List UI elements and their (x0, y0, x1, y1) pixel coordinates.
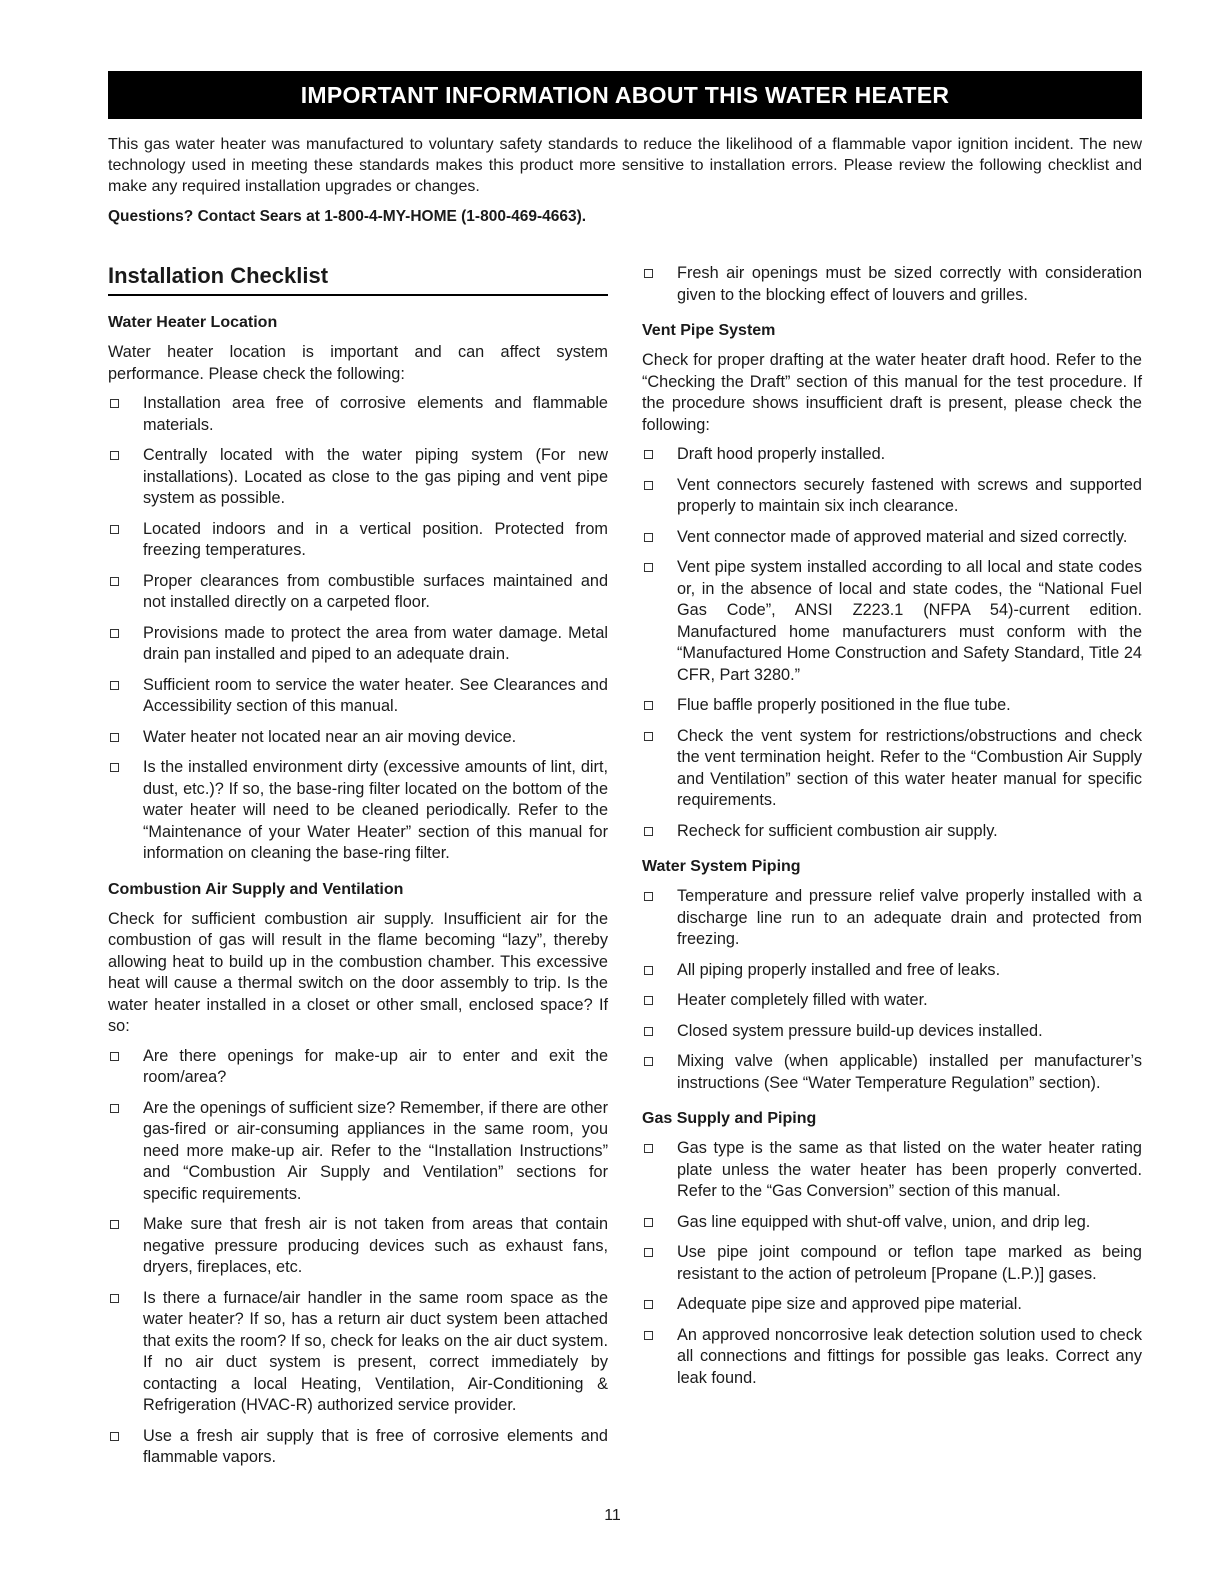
checklist-item (108, 727, 608, 749)
checklist-item-text: Provisions made to protect the area from water damage. Metal drain pan installed and piped to an adequate drain. (143, 623, 608, 663)
contact-line: Questions? Contact Sears at 1-800-4-MY-HOME (1-800-469-4663). (108, 208, 587, 225)
checkbox-icon[interactable] (644, 1057, 653, 1066)
right-column (642, 263, 1142, 1403)
checklist-item-text: Are there openings for make-up air to enter and exit the room/area? (143, 1046, 608, 1086)
checkbox-icon[interactable] (644, 996, 653, 1005)
checkbox-icon[interactable] (110, 399, 119, 408)
checklist-item (642, 1021, 1142, 1043)
checkbox-icon[interactable] (110, 1220, 119, 1229)
checklist-item-text: Sufficient room to service the water heater. See Clearances and Accessibility section of this manual. (143, 675, 608, 715)
checklist-item (642, 263, 1142, 306)
checkbox-icon[interactable] (110, 451, 119, 460)
checklist-item (108, 519, 608, 562)
vent-intro: Check for proper drafting at the water heater draft hood. Refer to the “Checking the Draft” section of this manual for the test procedure. If the procedure shows insufficient draft is present, please check the following: (642, 351, 1142, 434)
checklist-item-text: Temperature and pressure relief valve properly installed with a discharge line run to an adequate drain and protected from freezing. (677, 887, 1142, 948)
checklist-item (642, 695, 1142, 717)
checklist-item (642, 1325, 1142, 1390)
left-column (108, 263, 608, 1483)
checklist-item-text: Fresh air openings must be sized correctly with consideration given to the blocking effect of louvers and grilles. (677, 264, 1142, 304)
checklist-item (108, 393, 608, 436)
checklist-item (108, 1426, 608, 1469)
checkbox-icon[interactable] (644, 269, 653, 278)
checkbox-icon[interactable] (110, 577, 119, 586)
checklist-item-text: Located indoors and in a vertical position. Protected from freezing temperatures. (143, 519, 608, 559)
checklist-item (642, 1212, 1142, 1234)
checkbox-icon[interactable] (110, 733, 119, 742)
checklist-item (642, 557, 1142, 686)
combustion-heading: Combustion Air Supply and Ventilation (108, 880, 404, 898)
combustion-intro: Check for sufficient combustion air supply. Insufficient air for the combustion of gas will result in the flame becoming “lazy”, thereby allowing heat to build up in the combustion chamber. This excessive heat will cause a thermal switch on the door assembly to trip. Is the water heater installed in a closet or other small, enclosed space? If so: (108, 909, 608, 1035)
checklist-item-text: Flue baffle properly positioned in the flue tube. (677, 696, 1011, 714)
page-banner (108, 71, 1142, 119)
checklist-item-text: Recheck for sufficient combustion air supply. (677, 821, 998, 840)
checklist-item-text: Check the vent system for restrictions/obstructions and check the vent termination height. Refer to the “Combustion Air Supply and Ventilation” section of this water heater manual for specific requirements. (677, 726, 1142, 809)
checkbox-icon[interactable] (110, 681, 119, 690)
checklist-item-text: Make sure that fresh air is not taken from areas that contain negative pressure producing devices such as exhaust fans, dryers, fireplaces, etc. (143, 1215, 608, 1276)
checkbox-icon[interactable] (644, 892, 653, 901)
checklist-item-text: Mixing valve (when applicable) installed per manufacturer’s instructions (See “Water Temperature Regulation” section). (677, 1052, 1142, 1092)
checkbox-icon[interactable] (110, 1104, 119, 1113)
checkbox-icon[interactable] (644, 732, 653, 741)
checklist-item (642, 960, 1142, 982)
checkbox-icon[interactable] (644, 966, 653, 975)
checklist-item-text: Use pipe joint compound or teflon tape marked as being resistant to the action of petroleum [Propane (L.P.)] gases. (677, 1243, 1142, 1283)
checkbox-icon[interactable] (644, 1331, 653, 1340)
checklist-item-text: Installation area free of corrosive elements and flammable materials. (143, 394, 608, 434)
checklist-item (108, 1098, 608, 1206)
gas-heading: Gas Supply and Piping (642, 1110, 817, 1127)
checkbox-icon[interactable] (644, 1027, 653, 1036)
checklist-item-text: Is the installed environment dirty (excessive amounts of lint, dirt, dust, etc.)? If so, the base-ring filter located on the bottom of the water heater will need to be cleaned periodically. Refer to the “Maintenance of your Water Heater” section of this manual for information on cleaning the base-ring filter. (143, 758, 608, 862)
checklist-item-text: Heater completely filled with water. (677, 991, 928, 1009)
checklist-item-text: Water heater not located near an air moving device. (143, 727, 517, 746)
checklist-item-text: All piping properly installed and free of leaks. (677, 960, 1001, 979)
vent-heading: Vent Pipe System (642, 322, 776, 339)
checklist-item-text: Are the openings of sufficient size? Remember, if there are other gas-fired or air-consuming appliances in the same room, you need more make-up air. Refer to the “Installation Instructions” and “Combustion Air Supply and Ventilation” sections for specific requirements. (143, 1098, 608, 1203)
checkbox-icon[interactable] (110, 629, 119, 638)
checklist-item (108, 445, 608, 510)
checkbox-icon[interactable] (644, 533, 653, 542)
checkbox-icon[interactable] (110, 1052, 119, 1061)
location-intro: Water heater location is important and can affect system performance. Please check the following: (108, 343, 608, 383)
checklist-item (642, 886, 1142, 951)
checklist-item (108, 1214, 608, 1279)
checklist-item-text: Vent pipe system installed according to all local and state codes or, in the absence of local and state codes, the “National Fuel Gas Code”, ANSI Z223.1 (NFPA 54)-current edition. Manufactured home manufacturers must conform with the “Manufactured Home Construction and Safety Standard, Title 24 CFR, Part 3280.” (677, 558, 1142, 684)
water-checklist (642, 886, 1142, 1094)
checklist-item (642, 475, 1142, 518)
checkbox-icon[interactable] (644, 1300, 653, 1309)
checklist-item (108, 675, 608, 718)
checklist-item-text: Closed system pressure build-up devices installed. (677, 1021, 1043, 1040)
checklist-item (642, 990, 1142, 1012)
combustion-checklist (108, 1046, 608, 1469)
checklist-item-text: Vent connectors securely fastened with screws and supported properly to maintain six inch clearance. (677, 475, 1142, 515)
location-heading: Water Heater Location (108, 314, 278, 331)
checkbox-icon[interactable] (644, 1144, 653, 1153)
section-title: Installation Checklist (108, 263, 608, 296)
vent-checklist (642, 444, 1142, 842)
checklist-item-text: An approved noncorrosive leak detection solution used to check all connections and fittings for possible gas leaks. Correct any leak found. (677, 1325, 1142, 1387)
checkbox-icon[interactable] (110, 1432, 119, 1441)
checklist-item-text: Gas line equipped with shut-off valve, union, and drip leg. (677, 1212, 1091, 1231)
checklist-item-text: Gas type is the same as that listed on the water heater rating plate unless the water heater has been properly converted. Refer to the “Gas Conversion” section of this manual. (677, 1139, 1142, 1200)
banner-title: IMPORTANT INFORMATION ABOUT THIS WATER HEATER (300, 81, 950, 108)
checklist-item (642, 444, 1142, 466)
page-number: 11 (604, 1507, 621, 1524)
checklist-item (108, 623, 608, 666)
checklist-item-text: Adequate pipe size and approved pipe material. (677, 1295, 1022, 1313)
checkbox-icon[interactable] (644, 701, 653, 710)
combustion-checklist-continued (642, 263, 1142, 306)
checklist-item (642, 1138, 1142, 1203)
checklist-item (642, 821, 1142, 843)
checklist-item (108, 571, 608, 614)
intro-paragraph: This gas water heater was manufactured to voluntary safety standards to reduce the likelihood of a flammable vapor ignition incident. The new technology used in meeting these standards makes this product more sensitive to installation errors. Please review the following checklist and make any required installation upgrades or changes. (108, 136, 1142, 195)
checkbox-icon[interactable] (644, 481, 653, 490)
location-checklist (108, 393, 608, 865)
checkbox-icon[interactable] (110, 1294, 119, 1303)
gas-checklist (642, 1138, 1142, 1389)
checkbox-icon[interactable] (644, 563, 653, 572)
checklist-item (642, 527, 1142, 549)
checklist-item (642, 1242, 1142, 1285)
checklist-item (108, 757, 608, 865)
checklist-item (642, 726, 1142, 812)
checkbox-icon[interactable] (644, 827, 653, 836)
checklist-item (642, 1294, 1142, 1316)
checkbox-icon[interactable] (644, 450, 653, 459)
checklist-item-text: Use a fresh air supply that is free of corrosive elements and flammable vapors. (143, 1426, 608, 1466)
checklist-item (108, 1288, 608, 1417)
checklist-item (108, 1046, 608, 1089)
checklist-item-text: Vent connector made of approved material and sized correctly. (677, 527, 1128, 546)
checklist-item-text: Draft hood properly installed. (677, 445, 886, 463)
checkbox-icon[interactable] (644, 1248, 653, 1257)
checklist-item-text: Centrally located with the water piping system (For new installations). Located as close to the gas piping and vent pipe system as possible. (143, 446, 608, 507)
water-heading: Water System Piping (642, 858, 801, 875)
checkbox-icon[interactable] (644, 1218, 653, 1227)
checklist-item-text: Is there a furnace/air handler in the same room space as the water heater? If so, has a return air duct system been attached that exits the room? If so, check for leaks on the air duct system. If no air duct system is present, correct immediately by contacting a local Heating, Ventilation, Air-Conditioning & Refrigeration (HVAC-R) authorized service provider. (143, 1288, 608, 1414)
checklist-item (642, 1051, 1142, 1094)
checklist-item-text: Proper clearances from combustible surfaces maintained and not installed directly on a carpeted floor. (143, 571, 608, 611)
checkbox-icon[interactable] (110, 763, 119, 772)
checkbox-icon[interactable] (110, 525, 119, 534)
